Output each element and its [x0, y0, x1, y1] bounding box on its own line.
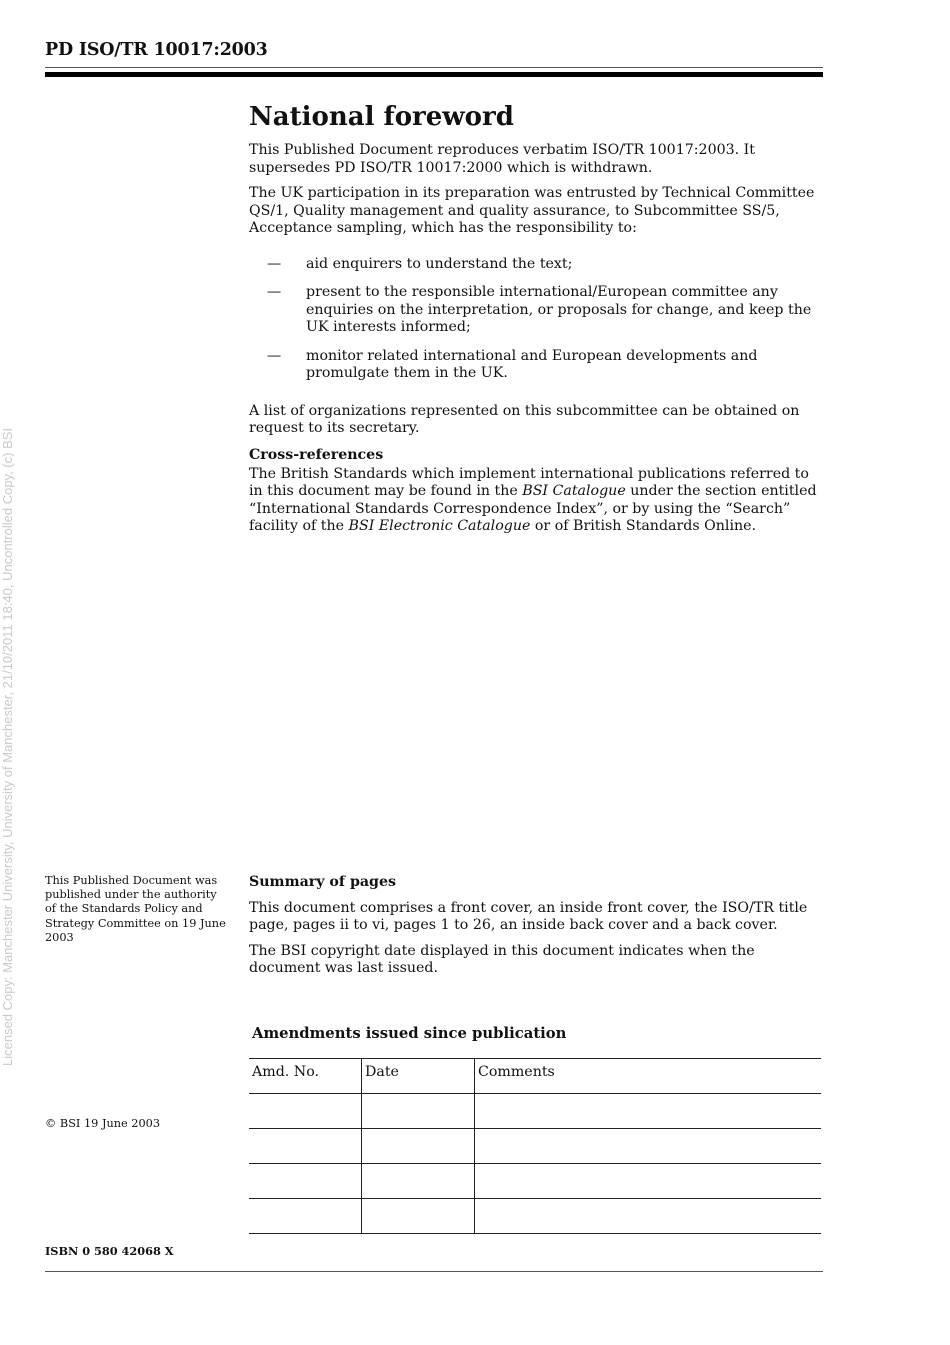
- summary-paragraph-2: The BSI copyright date displayed in this document indicates when the document was last issued.: [249, 942, 755, 976]
- table-cell: [249, 1129, 362, 1164]
- dash-bullet: —: [267, 255, 282, 272]
- foreword-paragraph-1: This Published Document reproduces verbatim ISO/TR 10017:2003. It supersedes PD ISO/TR 10017:2000 which is withdrawn.: [249, 142, 755, 176]
- table-cell: [362, 1094, 475, 1129]
- table-cell: [249, 1164, 362, 1199]
- dash-bullet: —: [267, 347, 282, 364]
- table-cell: [362, 1129, 475, 1164]
- bsi-electronic-catalogue-title: BSI Electronic Catalogue: [348, 518, 531, 534]
- copyright-notice: © BSI 19 June 2003: [45, 1117, 161, 1130]
- table-cell: [475, 1094, 822, 1129]
- table-header-row: [249, 1059, 821, 1094]
- table-cell: [249, 1199, 362, 1234]
- table-cell: [362, 1199, 475, 1234]
- table-row: [249, 1199, 821, 1234]
- list-item: [249, 256, 824, 274]
- crossref-text-3: or of British Standards Online.: [530, 518, 757, 534]
- national-foreword-section: [249, 100, 824, 544]
- isbn-number: ISBN 0 580 42068 X: [45, 1244, 174, 1258]
- list-item-text: monitor related international and European developments and promulgate them in the UK.: [306, 347, 758, 381]
- page-title: National foreword: [249, 102, 514, 132]
- table-cell: [475, 1164, 822, 1199]
- summary-paragraph-1: This document comprises a front cover, an inside front cover, the ISO/TR title page, pages ii to vi, pages 1 to 26, an inside back cover and a back cover.: [249, 899, 808, 933]
- table-cell: [475, 1129, 822, 1164]
- amendments-table: [249, 1058, 821, 1234]
- cross-references-heading: Cross-references: [249, 446, 384, 463]
- list-item-text: aid enquirers to understand the text;: [306, 255, 573, 272]
- foreword-paragraph-2: The UK participation in its preparation was entrusted by Technical Committee QS/1, Quality management and quality assurance, to Subcommittee SS/5, Acceptance sampling, which has the responsibility to:: [249, 185, 815, 236]
- list-item: [249, 284, 824, 337]
- table-cell: [249, 1094, 362, 1129]
- list-item-text: present to the responsible international/European committee any enquiries on the interpretation, or proposals for change, and keep the UK interests informed;: [306, 284, 812, 335]
- crossref-text-2: under the section entitled “International Standards Correspondence Index”, or by using the “Search” facility of the: [249, 483, 817, 534]
- table-cell: [362, 1164, 475, 1199]
- table-row: [249, 1094, 821, 1129]
- header-thin-rule: [45, 67, 823, 68]
- cross-references-paragraph: [249, 466, 824, 536]
- summary-heading: Summary of pages: [249, 874, 396, 890]
- responsibility-list: [249, 256, 824, 383]
- column-header-date: Date: [362, 1059, 475, 1094]
- table-cell: [475, 1199, 822, 1234]
- summary-of-pages-section: [249, 874, 824, 986]
- header-thick-rule: [45, 72, 823, 77]
- document-id: PD ISO/TR 10017:2003: [45, 40, 268, 60]
- list-item: [249, 348, 824, 383]
- table-row: [249, 1164, 821, 1199]
- foreword-paragraph-3: A list of organizations represented on this subcommittee can be obtained on request to its secretary.: [249, 402, 800, 436]
- table-row: [249, 1129, 821, 1164]
- column-header-comments: Comments: [475, 1059, 822, 1094]
- crossref-text-1: The British Standards which implement international publications referred to in this document may be found in the: [249, 465, 809, 499]
- footer-rule: [45, 1271, 823, 1272]
- amendments-title: Amendments issued since publication: [252, 1025, 567, 1042]
- license-watermark: Licensed Copy: Manchester University, University of Manchester, 21/10/2011 18:40, Uncontrolled Copy, (c) BSI: [0, 427, 15, 1066]
- bsi-catalogue-title: BSI Catalogue: [522, 483, 626, 499]
- dash-bullet: —: [267, 284, 282, 300]
- column-header-amd-no: Amd. No.: [249, 1059, 362, 1094]
- publication-authority-note: This Published Document was published under the authority of the Standards Policy and Strategy Committee on 19 June 2003: [45, 874, 226, 944]
